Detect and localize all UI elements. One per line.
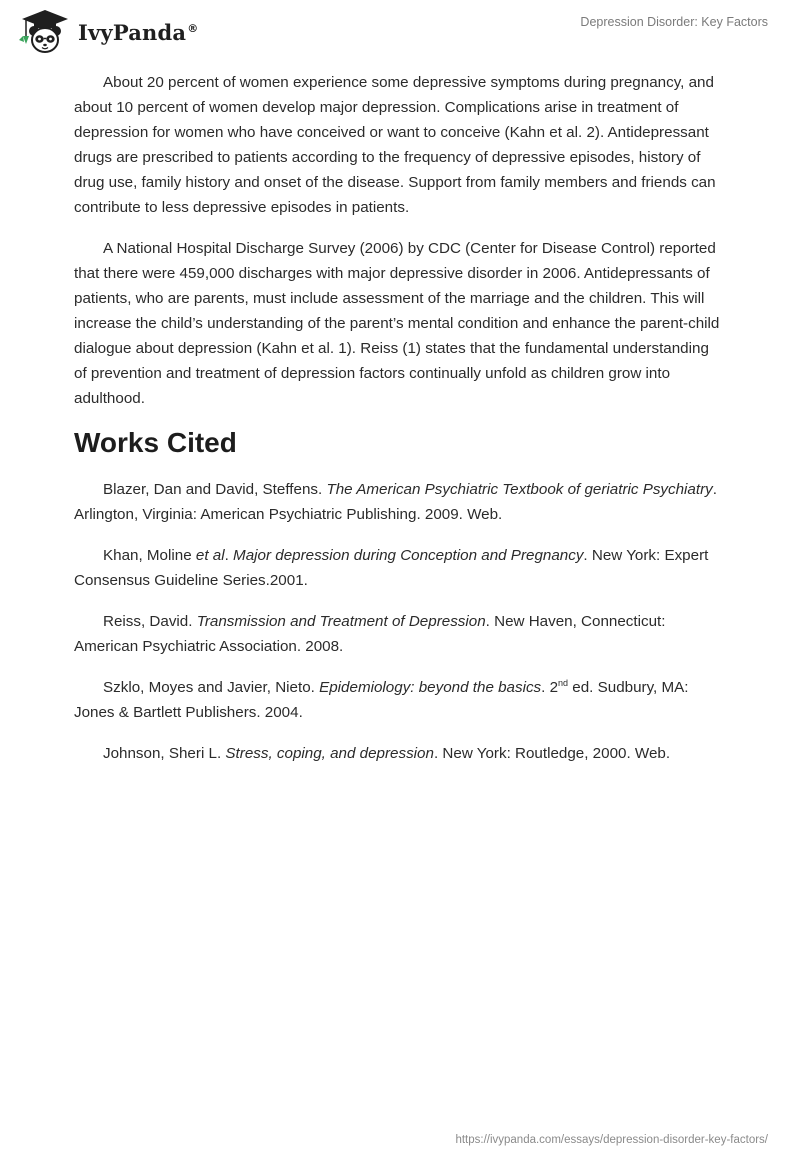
ivypanda-logo[interactable]: [14, 8, 198, 56]
source-url-link[interactable]: https://ivypanda.com/essays/depression-disorder-key-factors/: [455, 1134, 768, 1146]
citation-entry: Khan, Moline et al. Major depression during Conception and Pregnancy. New York: Expert Consensus Guideline Series.2001.: [74, 547, 709, 589]
document-title: Depression Disorder: Key Factors: [580, 15, 768, 29]
citation-entry: Reiss, David. Transmission and Treatment of Depression. New Haven, Connecticut: American Psychiatric Association. 2008.: [74, 613, 666, 655]
body-paragraph: About 20 percent of women experience some depressive symptoms during pregnancy, and about 10 percent of women develop major depression. Complications arise in treatment of depression for women who have conceived or want to conceive (Kahn et al. 2). Antidepressant drugs are prescribed to patients according to the frequency of depressive episodes, history of drug use, family history and onset of the disease. Support from family members and friends can contribute to less depressive episodes in patients.: [74, 74, 716, 216]
citation-entry: Szklo, Moyes and Javier, Nieto. Epidemiology: beyond the basics. 2nd ed. Sudbury, MA: Jones & Bartlett Publishers. 2004.: [74, 677, 689, 721]
document-content: [74, 70, 724, 782]
works-cited-heading: Works Cited: [74, 427, 237, 458]
citation-entry: Blazer, Dan and David, Steffens. The American Psychiatric Textbook of geriatric Psychiatry. Arlington, Virginia: American Psychiatric Publishing. 2009. Web.: [74, 481, 717, 523]
citation-entry: Johnson, Sheri L. Stress, coping, and depression. New York: Routledge, 2000. Web.: [103, 745, 671, 762]
panda-graduate-icon: [14, 8, 76, 56]
page-header: [0, 0, 800, 62]
brand-name: IvyPanda®: [78, 19, 199, 45]
body-paragraph: A National Hospital Discharge Survey (2006) by CDC (Center for Disease Control) reported that there were 459,000 discharges with major depressive disorder in 2006. Antidepressants of patients, who are parents, must include assessment of the marriage and the children. This will increase the child’s understanding of the parent’s mental condition and enhance the parent-child dialogue about depression (Kahn et al. 1). Reiss (1) states that the fundamental understanding of prevention and treatment of depression factors continually unfold as children grow into adulthood.: [74, 240, 720, 407]
